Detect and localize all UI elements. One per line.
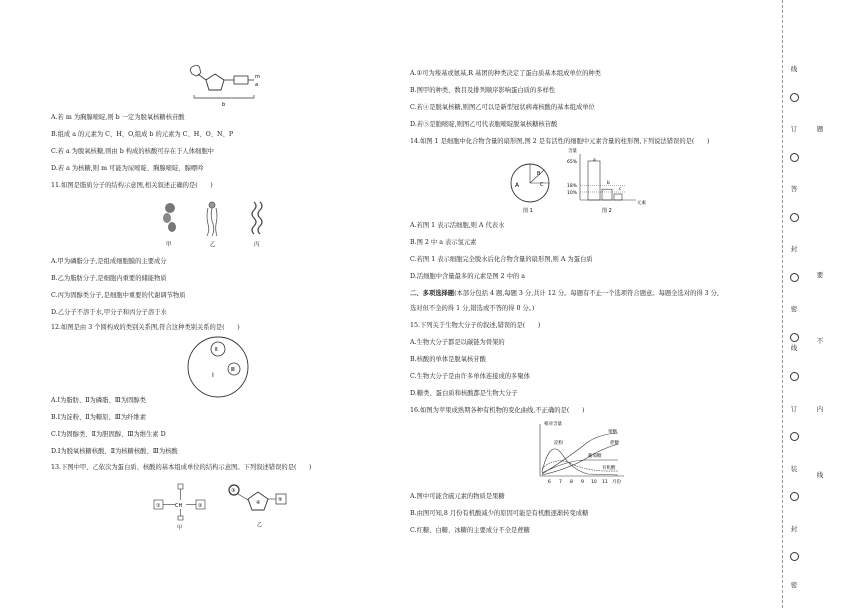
binding-char: 封 — [790, 525, 798, 533]
q12-option-a: A.Ⅰ为脂肪、Ⅱ为磷脂、Ⅲ为固醇类 — [51, 397, 146, 404]
label-ch: CH — [175, 503, 183, 509]
binding-char: 线 — [790, 344, 798, 352]
tick-6: 6 — [548, 480, 551, 485]
tick-10: 10% — [567, 191, 578, 196]
binding-char: 订 — [790, 405, 798, 413]
section2-line1 — [410, 290, 719, 298]
q16-option-a: A.图中可能含硫元素的物质是果糖 — [410, 493, 505, 500]
lipid-figure — [150, 198, 280, 250]
tick-65: 65% — [567, 160, 578, 165]
curve-label-starch: 淀粉 — [554, 441, 563, 446]
label-n2: ② — [198, 503, 203, 509]
q16-stem: 16.如图为苹果成熟期各种有机物的变化曲线,不正确的是( ) — [410, 407, 585, 414]
q10-option-c: C.若 a 为脱氧核糖,则由 b 构成的核酸可存在于人体细胞中 — [51, 148, 214, 155]
label-yi: 乙 — [210, 242, 216, 248]
binding-char: 线 — [816, 471, 824, 479]
label-jia2: 甲 — [177, 525, 183, 530]
tick-9: 9 — [581, 480, 584, 485]
label-i: Ⅰ — [212, 372, 214, 379]
binding-char: 封 — [790, 245, 798, 253]
binding-margin — [778, 0, 860, 608]
q13-option-b: B.图甲的种类、数目及排列顺序影响蛋白质的多样性 — [410, 87, 556, 94]
tick-7: 7 — [559, 480, 562, 485]
q13-option-c: C.若④是脱氧核糖,则图乙可以是新型冠状病毒核酸的基本组成单位 — [410, 104, 595, 111]
bar-label-c: c — [619, 187, 622, 192]
chart-caption: 图 2 — [602, 208, 612, 214]
q12-stem: 12.如图是由 3 个圆构成的类别关系图,符合这种类别关系的是( ) — [51, 324, 240, 331]
binding-char: 要 — [816, 271, 824, 279]
q15-stem: 15.下列关于生物大分子的叙述,错误的是( ) — [410, 322, 541, 329]
tick-11: 11 — [602, 480, 608, 485]
curve-ylabel: 相对含量 — [544, 422, 562, 427]
q11-option-c: C.丙为固醇类分子,是细胞中重要的代谢调节物质 — [51, 292, 186, 299]
chart-xlabel: 元素 — [637, 201, 646, 206]
q14-stem: 14.如图 1 是细胞中化合物含量的扇形图,图 2 是有活性的细胞中元素含量的柱形图,下列说法错误的是( ) — [410, 138, 710, 145]
apple-curve-figure — [528, 418, 638, 488]
section2-title: 二、多项选择题 — [410, 290, 455, 297]
q11-option-d: D.乙分子不溶于水,甲分子和丙分子溶于水 — [51, 309, 167, 316]
lipid-yi-shape — [207, 202, 217, 236]
binding-circle — [790, 93, 799, 102]
base-box — [234, 76, 248, 84]
nucleotide-figure — [180, 62, 270, 110]
binding-circle — [790, 432, 799, 441]
pie-label-c: C — [540, 182, 544, 188]
pentose-pentagon — [206, 74, 224, 90]
q13-stem: 13.下图中甲、乙依次为蛋白质、核酸的基本组成单位的结构示意图。下列叙述错误的是( ) — [51, 464, 312, 471]
element-bar-chart — [566, 144, 662, 216]
binding-char: 密 — [790, 581, 798, 589]
label-ii: Ⅱ — [215, 347, 218, 353]
bar-a — [588, 161, 600, 200]
q12-option-d: D.Ⅰ为脱氧核糖核酸、Ⅱ为核糖核酸、Ⅲ为核酸 — [51, 448, 178, 455]
q12-option-c: C.Ⅰ为固醇类、Ⅱ为胆固醇、Ⅲ为维生素 D — [51, 431, 166, 438]
binding-char: 内 — [816, 405, 824, 413]
q14-option-c: C.若图 1 表示细胞完全脱水后化合物含量的扇形图,则 A 为蛋白质 — [410, 256, 593, 263]
binding-circle — [790, 333, 799, 342]
q16-option-b: B.由图可知,8 月份有机酸减少的原因可能是有机酸逐渐转变成糖 — [410, 510, 589, 517]
curve-label-acid: 有机酸 — [602, 466, 616, 471]
binding-circle — [790, 552, 799, 561]
binding-char: 不 — [816, 337, 824, 345]
q11-stem: 11.如图是脂质分子的结构示意图,相关叙述正确的是( ) — [51, 182, 213, 189]
nucleotide2-figure — [224, 480, 294, 532]
label-b: b — [222, 102, 226, 108]
q11-option-a: A.甲为磷脂分子,是组成细胞膜的主要成分 — [51, 258, 167, 265]
q14-option-a: A.若图 1 表示活细胞,则 A 代表水 — [410, 222, 505, 229]
lipid-bing-shape — [252, 202, 262, 234]
binding-char: 答 — [790, 185, 798, 193]
curve-label-sucrose: 蔗糖 — [610, 441, 619, 446]
q13-option-a: A.①可为羧基或氨基,R 基团的种类决定了蛋白质基本组成单位的种类 — [410, 70, 601, 77]
q15-option-d: D.糖类、蛋白质和核酸都是生物大分子 — [410, 390, 518, 397]
q15-option-a: A.生物大分子都是以碳链为骨架的 — [410, 339, 505, 346]
binding-circle — [790, 273, 799, 282]
tick-18: 18% — [567, 184, 578, 189]
bar-label-a: a — [593, 158, 596, 163]
pie-label-b: B — [537, 171, 541, 177]
section2-desc1: (本部分包括 4 题,每题 3 分,共计 12 分。每题有不止一个选项符合题意。每题全选对的得 3 分, — [454, 290, 719, 297]
q11-option-b: B.乙为脂肪分子,是细胞内重要的储能物质 — [51, 275, 167, 282]
label-bing: 丙 — [254, 242, 260, 248]
q10-option-d: D.若 a 为核糖,则 m 可能为尿嘧啶、胸腺嘧啶、腺嘌呤 — [51, 165, 204, 172]
lipid-jia-shape — [163, 203, 176, 232]
binding-char: 题 — [816, 125, 824, 133]
label-n5: ⑤ — [278, 497, 283, 503]
binding-char: 装 — [790, 465, 798, 473]
x-unit: 月份 — [612, 480, 621, 485]
venn-figure — [178, 335, 258, 399]
label-n1: ① — [156, 503, 161, 509]
binding-char: 订 — [790, 125, 798, 133]
pie-caption: 图 1 — [523, 208, 533, 214]
pie-label-a: A — [515, 182, 520, 189]
bar-b — [602, 189, 612, 200]
label-n3: ③ — [231, 488, 236, 494]
circle-ii — [211, 342, 225, 356]
binding-circle — [790, 213, 799, 222]
binding-circle — [790, 153, 799, 162]
label-jia: 甲 — [166, 242, 172, 248]
q14-option-d: D.活细胞中含量最多的元素是图 2 中的 a — [410, 273, 526, 280]
binding-circle — [790, 372, 799, 381]
bar-label-b: b — [607, 181, 610, 186]
q12-option-b: B.Ⅰ为淀粉、Ⅱ为糖原、Ⅲ为纤维素 — [51, 414, 147, 421]
section2-desc2: 选对但不全的得 1 分,错选或不答的得 0 分。) — [410, 305, 535, 312]
q13-option-d: D.若⑤是胞嘧啶,则图乙可代表胞嘧啶脱氧核糖核苷酸 — [410, 121, 558, 128]
q15-option-c: C.生物大分子是由许多单体连接成的多聚体 — [410, 373, 530, 380]
q10-option-a: A.若 m 为胸腺嘧啶,则 b 一定为脱氧核糖核苷酸 — [51, 114, 185, 121]
chart-ylabel: 含量 — [568, 149, 577, 154]
bar-c — [614, 194, 622, 200]
tick-10: 10 — [591, 480, 597, 485]
label-a: a — [255, 82, 259, 88]
binding-char: 密 — [790, 305, 798, 313]
label-yi2: 乙 — [257, 522, 263, 528]
q14-option-b: B.图 2 中 a 表示氢元素 — [410, 239, 477, 246]
label-n4: ④ — [256, 500, 261, 506]
tick-8: 8 — [570, 480, 573, 485]
q15-option-b: B.核酸的单体是脱氧核苷酸 — [410, 356, 486, 363]
binding-char: 线 — [790, 65, 798, 73]
binding-circle — [790, 492, 799, 501]
label-iii: Ⅲ — [231, 367, 235, 373]
curve-label-glucose: 葡萄糖 — [588, 454, 602, 459]
q10-option-b: B.组成 a 的元素为 C、H、O,组成 b 的元素为 C、H、O、N、P — [51, 131, 234, 138]
label-m: m — [255, 74, 260, 80]
curve-label-fructose: 果糖 — [608, 430, 617, 435]
amino-acid-figure — [150, 478, 220, 530]
q16-option-c: C.红糖、白糖、冰糖的主要成分不全是蔗糖 — [410, 527, 530, 534]
outer-circle — [188, 337, 248, 397]
pie-figure — [504, 155, 564, 215]
